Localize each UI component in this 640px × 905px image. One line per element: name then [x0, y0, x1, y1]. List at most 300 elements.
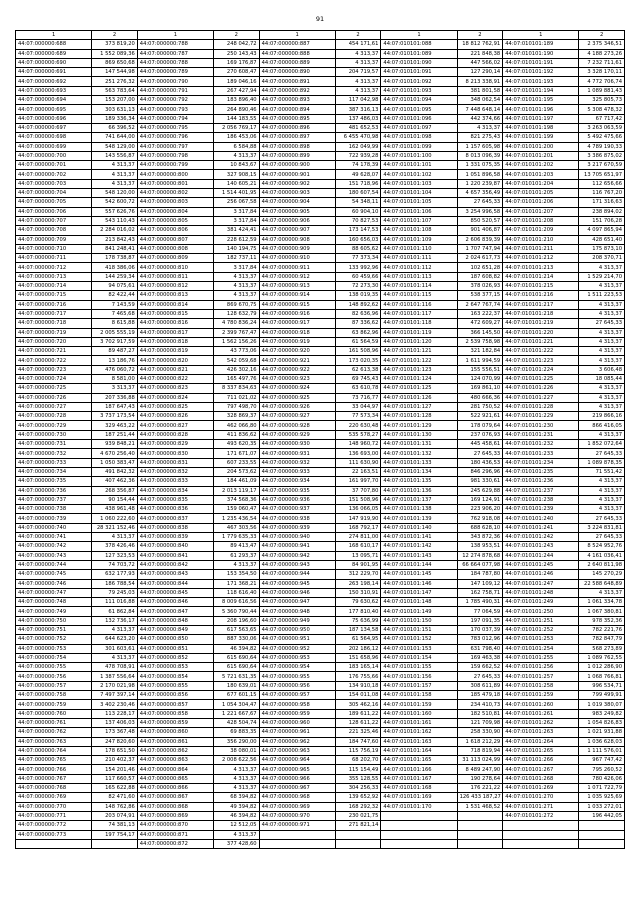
value-cell: 223 906,20 — [457, 505, 503, 514]
cadastral-number-cell: 44:07:000000:825 — [137, 402, 213, 411]
cadastral-number-cell: 44:07:000000:813 — [137, 291, 213, 300]
value-cell: 12 274 878,68 — [457, 551, 503, 560]
cadastral-number-cell: 44:07:010101:120 — [381, 337, 457, 346]
value-cell: 617 563,65 — [213, 626, 259, 635]
cadastral-number-cell: 44:07:010101:246 — [503, 570, 579, 579]
cadastral-number-cell: 44:07:000000:845 — [137, 588, 213, 597]
table-row — [16, 356, 625, 365]
cadastral-number-cell: 44:07:000000:971 — [259, 821, 335, 830]
cadastral-number-cell: 44:07:010101:249 — [503, 598, 579, 607]
value-cell: 43 773,06 — [213, 347, 259, 356]
value-cell: 148 892,62 — [335, 300, 381, 309]
value-cell: 173 020,35 — [335, 356, 381, 365]
cadastral-number-cell: 44:07:010101:254 — [503, 644, 579, 653]
cadastral-number-cell: 44:07:000000:934 — [259, 477, 335, 486]
value-cell: 615 690,64 — [213, 663, 259, 672]
cadastral-number-cell: 44:07:010101:170 — [381, 802, 457, 811]
cadastral-number-cell: 44:07:000000:692 — [16, 77, 92, 86]
cadastral-number-cell: 44:07:000000:806 — [137, 226, 213, 235]
value-cell: 1 061 334,78 — [579, 598, 625, 607]
cadastral-number-cell: 44:07:000000:927 — [259, 412, 335, 421]
cadastral-number-cell: 44:07:000000:702 — [16, 170, 92, 179]
cadastral-number-cell: 44:07:000000:897 — [259, 133, 335, 142]
value-cell: 147 109,12 — [457, 579, 503, 588]
value-cell: 184 461,09 — [213, 477, 259, 486]
value-cell: 77 064,59 — [457, 607, 503, 616]
cadastral-number-cell: 44:07:000000:761 — [16, 718, 92, 727]
value-cell: 161 997,70 — [335, 477, 381, 486]
value-cell: 169 176,87 — [213, 58, 259, 67]
cadastral-number-cell: 44:07:000000:904 — [259, 198, 335, 207]
cadastral-number-cell: 44:07:000000:717 — [16, 309, 92, 318]
value-cell: 102 651,28 — [457, 263, 503, 272]
table-row — [16, 440, 625, 449]
value-cell: 31 113 024,99 — [457, 756, 503, 765]
cadastral-number-cell: 44:07:000000:923 — [259, 374, 335, 383]
cadastral-number-cell: 44:07:000000:970 — [259, 811, 335, 820]
cadastral-number-cell: 44:07:010101:268 — [503, 774, 579, 783]
cadastral-number-cell: 44:07:000000:959 — [259, 709, 335, 718]
value-cell: 799 499,91 — [579, 691, 625, 700]
value-cell: 68 202,70 — [335, 756, 381, 765]
value-cell: 4 313,37 — [457, 123, 503, 132]
table-row — [16, 40, 625, 49]
value-cell: 3 317,84 — [213, 263, 259, 272]
table-row — [16, 551, 625, 560]
value-cell: 256 067,58 — [213, 198, 259, 207]
value-cell: 210 402,37 — [92, 756, 138, 765]
cadastral-number-cell: 44:07:010101:272 — [503, 811, 579, 820]
cadastral-number-cell: 44:07:000000:946 — [259, 588, 335, 597]
value-cell: 204 573,62 — [213, 467, 259, 476]
table-row — [16, 533, 625, 542]
cadastral-number-cell: 44:07:010101:127 — [381, 402, 457, 411]
value-cell: 442 374,66 — [457, 114, 503, 123]
value-cell — [335, 830, 381, 839]
cadastral-number-cell: 44:07:010101:226 — [503, 384, 579, 393]
value-cell: 202 186,12 — [335, 644, 381, 653]
cadastral-number-cell: 44:07:000000:856 — [137, 691, 213, 700]
value-cell: 4 313,37 — [213, 151, 259, 160]
cadastral-number-cell: 44:07:010101:220 — [503, 328, 579, 337]
value-cell: 1 068 766,81 — [579, 672, 625, 681]
table-row — [16, 347, 625, 356]
cadastral-number-cell: 44:07:000000:844 — [137, 579, 213, 588]
value-cell: 329 463,22 — [92, 421, 138, 430]
value-cell: 967 747,42 — [579, 756, 625, 765]
value-cell: 137 406,03 — [92, 718, 138, 727]
cadastral-number-cell: 44:07:000000:838 — [137, 523, 213, 532]
value-cell: 250 143,43 — [213, 49, 259, 58]
value-cell — [579, 821, 625, 830]
cadastral-number-cell: 44:07:010101:239 — [503, 505, 579, 514]
cadastral-number-cell: 44:07:010101:195 — [503, 96, 579, 105]
cadastral-number-cell: 44:07:010101:167 — [381, 774, 457, 783]
cadastral-number-cell: 44:07:000000:828 — [137, 430, 213, 439]
value-cell: 187 134,58 — [335, 626, 381, 635]
column-header-value: 2 — [579, 31, 625, 40]
cadastral-number-cell: 44:07:010101:165 — [381, 756, 457, 765]
cadastral-number-cell: 44:07:010101:215 — [503, 282, 579, 291]
cadastral-number-cell: 44:07:000000:754 — [16, 653, 92, 662]
value-cell: 850 520,57 — [457, 216, 503, 225]
cadastral-number-cell: 44:07:010101:154 — [381, 653, 457, 662]
value-cell: 207 336,88 — [92, 393, 138, 402]
value-cell: 374 568,36 — [213, 495, 259, 504]
value-cell: 66 396,52 — [92, 123, 138, 132]
value-cell: 180 436,53 — [457, 458, 503, 467]
cadastral-number-cell: 44:07:000000:949 — [259, 616, 335, 625]
cadastral-number-cell: 44:07:000000:912 — [259, 272, 335, 281]
table-row — [16, 802, 625, 811]
value-cell: 644 623,20 — [92, 635, 138, 644]
cadastral-number-cell: 44:07:010101:261 — [503, 709, 579, 718]
value-cell: 169 463,38 — [457, 653, 503, 662]
cadastral-number-cell: 44:07:000000:816 — [137, 319, 213, 328]
cadastral-number-cell: 44:07:010101:132 — [381, 449, 457, 458]
value-cell: 2 606 839,39 — [457, 235, 503, 244]
cadastral-number-cell: 44:07:000000:935 — [259, 486, 335, 495]
cadastral-number-cell: 44:07:000000:854 — [137, 672, 213, 681]
data-table — [15, 30, 625, 849]
cadastral-number-cell: 44:07:000000:720 — [16, 337, 92, 346]
cadastral-number-cell: 44:07:000000:729 — [16, 421, 92, 430]
cadastral-number-cell: 44:07:000000:900 — [259, 161, 335, 170]
cadastral-number-cell: 44:07:000000:913 — [259, 282, 335, 291]
value-cell: 407 462,36 — [92, 477, 138, 486]
cadastral-number-cell: 44:07:000000:751 — [16, 626, 92, 635]
column-header-number: 1 — [16, 31, 92, 40]
value-cell: 159 662,52 — [457, 663, 503, 672]
cadastral-number-cell: 44:07:000000:961 — [259, 728, 335, 737]
cadastral-number-cell: 44:07:000000:968 — [259, 793, 335, 802]
cadastral-number-cell: 44:07:000000:841 — [137, 551, 213, 560]
value-cell: 151 508,96 — [335, 495, 381, 504]
column-header-value: 2 — [213, 31, 259, 40]
value-cell: 6 455 470,98 — [335, 133, 381, 142]
cadastral-number-cell: 44:07:000000:801 — [137, 179, 213, 188]
cadastral-number-cell: 44:07:010101:144 — [381, 560, 457, 569]
value-cell: 4 313,37 — [579, 505, 625, 514]
value-cell: 343 872,36 — [457, 533, 503, 542]
cadastral-number-cell: 44:07:010101:202 — [503, 161, 579, 170]
table-row — [16, 830, 625, 839]
cadastral-number-cell: 44:07:000000:870 — [137, 821, 213, 830]
value-cell: 139 652,92 — [335, 793, 381, 802]
cadastral-number-cell: 44:07:010101:138 — [381, 505, 457, 514]
cadastral-number-cell: 44:07:000000:706 — [16, 207, 92, 216]
column-header-number: 1 — [381, 31, 457, 40]
table-row — [16, 179, 625, 188]
cadastral-number-cell: 44:07:000000:721 — [16, 347, 92, 356]
value-cell: 178 738,87 — [92, 254, 138, 263]
cadastral-number-cell: 44:07:010101:133 — [381, 458, 457, 467]
table-row — [16, 616, 625, 625]
cadastral-number-cell — [503, 839, 579, 848]
cadastral-number-cell: 44:07:010101:236 — [503, 477, 579, 486]
value-cell: 2 056 769,17 — [213, 123, 259, 132]
cadastral-number-cell: 44:07:000000:795 — [137, 123, 213, 132]
cadastral-number-cell: 44:07:010101:131 — [381, 440, 457, 449]
value-cell: 68 394,82 — [213, 793, 259, 802]
table-row — [16, 737, 625, 746]
value-cell: 1 036 628,03 — [579, 737, 625, 746]
value-cell: 13 705 651,97 — [579, 170, 625, 179]
cadastral-number-cell: 44:07:010101:147 — [381, 588, 457, 597]
value-cell: 127 290,14 — [457, 68, 503, 77]
value-cell: 197 091,35 — [457, 616, 503, 625]
cadastral-number-cell: 44:07:010101:245 — [503, 560, 579, 569]
table-row — [16, 421, 625, 430]
cadastral-number-cell: 44:07:010101:106 — [381, 207, 457, 216]
value-cell: 151 718,96 — [335, 179, 381, 188]
value-cell: 445 458,61 — [457, 440, 503, 449]
value-cell: 118 616,40 — [213, 588, 259, 597]
cadastral-number-cell: 44:07:010101:217 — [503, 300, 579, 309]
value-cell: 136 693,00 — [335, 449, 381, 458]
value-cell: 4 313,37 — [579, 263, 625, 272]
cadastral-number-cell: 44:07:000000:871 — [137, 830, 213, 839]
value-cell: 327 908,15 — [213, 170, 259, 179]
value-cell: 3 317,84 — [213, 216, 259, 225]
cadastral-number-cell: 44:07:000000:771 — [16, 811, 92, 820]
cadastral-number-cell: 44:07:000000:688 — [16, 40, 92, 49]
value-cell: 184 747,60 — [335, 737, 381, 746]
value-cell: 183 165,14 — [335, 663, 381, 672]
value-cell: 1 071 722,79 — [579, 784, 625, 793]
value-cell: 189 046,16 — [213, 77, 259, 86]
value-cell: 4 313,37 — [92, 161, 138, 170]
value-cell: 3 328 170,11 — [579, 68, 625, 77]
value-cell: 54 348,11 — [335, 198, 381, 207]
table-row — [16, 467, 625, 476]
cadastral-number-cell: 44:07:010101:263 — [503, 728, 579, 737]
cadastral-number-cell: 44:07:010101:089 — [381, 49, 457, 58]
value-cell: 238 894,02 — [579, 207, 625, 216]
value-cell: 63 610,78 — [335, 384, 381, 393]
cadastral-number-cell: 44:07:000000:888 — [259, 49, 335, 58]
value-cell — [335, 839, 381, 848]
cadastral-number-cell: 44:07:000000:691 — [16, 68, 92, 77]
value-cell: 4 313,37 — [579, 393, 625, 402]
table-row — [16, 793, 625, 802]
cadastral-number-cell: 44:07:000000:902 — [259, 179, 335, 188]
cadastral-number-cell: 44:07:000000:711 — [16, 254, 92, 263]
value-cell: 4 313,37 — [92, 626, 138, 635]
cadastral-number-cell: 44:07:000000:926 — [259, 402, 335, 411]
cadastral-number-cell: 44:07:000000:790 — [137, 77, 213, 86]
cadastral-number-cell: 44:07:000000:846 — [137, 598, 213, 607]
cadastral-number-cell: 44:07:000000:963 — [259, 746, 335, 755]
value-cell: 478 708,91 — [92, 663, 138, 672]
cadastral-number-cell: 44:07:010101:255 — [503, 653, 579, 662]
value-cell: 542 059,68 — [213, 356, 259, 365]
value-cell: 185 479,18 — [457, 691, 503, 700]
cadastral-number-cell: 44:07:000000:727 — [16, 402, 92, 411]
value-cell: 168 610,17 — [335, 542, 381, 551]
cadastral-number-cell: 44:07:000000:752 — [16, 635, 92, 644]
value-cell: 22 588 648,89 — [579, 579, 625, 588]
value-cell: 7 143,59 — [92, 300, 138, 309]
cadastral-number-cell: 44:07:010101:137 — [381, 495, 457, 504]
value-cell: 143 556,87 — [92, 151, 138, 160]
cadastral-number-cell: 44:07:000000:766 — [16, 765, 92, 774]
cadastral-number-cell: 44:07:000000:759 — [16, 700, 92, 709]
value-cell: 150 310,91 — [335, 588, 381, 597]
value-cell: 62 613,38 — [335, 365, 381, 374]
value-cell: 481 652,53 — [335, 123, 381, 132]
value-cell: 2 013 119,17 — [213, 486, 259, 495]
value-cell: 148 762,86 — [92, 802, 138, 811]
table-row — [16, 58, 625, 67]
cadastral-number-cell: 44:07:010101:152 — [381, 635, 457, 644]
cadastral-number-cell: 44:07:000000:689 — [16, 49, 92, 58]
cadastral-number-cell: 44:07:010101:221 — [503, 337, 579, 346]
value-cell: 117 660,57 — [92, 774, 138, 783]
cadastral-number-cell: 44:07:000000:800 — [137, 170, 213, 179]
cadastral-number-cell: 44:07:010101:092 — [381, 77, 457, 86]
value-cell: 247 820,60 — [92, 737, 138, 746]
cadastral-number-cell: 44:07:000000:850 — [137, 635, 213, 644]
table-row — [16, 588, 625, 597]
cadastral-number-cell: 44:07:010101:212 — [503, 254, 579, 263]
value-cell: 1 785 490,31 — [457, 598, 503, 607]
value-cell: 116 767,20 — [579, 189, 625, 198]
value-cell: 74 703,72 — [92, 560, 138, 569]
cadastral-number-cell: 44:07:000000:936 — [259, 495, 335, 504]
value-cell: 18 812 762,91 — [457, 40, 503, 49]
value-cell: 304 256,33 — [335, 784, 381, 793]
value-cell: 234 410,73 — [457, 700, 503, 709]
value-cell: 426 302,16 — [213, 365, 259, 374]
cadastral-number-cell: 44:07:010101:109 — [381, 235, 457, 244]
value-cell: 467 303,56 — [213, 523, 259, 532]
cadastral-number-cell: 44:07:000000:698 — [16, 133, 92, 142]
cadastral-number-cell: 44:07:000000:851 — [137, 644, 213, 653]
cadastral-number-cell: 44:07:010101:242 — [503, 533, 579, 542]
value-cell: 2 008 622,56 — [213, 756, 259, 765]
cadastral-number-cell: 44:07:000000:772 — [16, 821, 92, 830]
value-cell: 186 788,54 — [92, 579, 138, 588]
cadastral-number-cell: 44:07:000000:748 — [16, 598, 92, 607]
table-row — [16, 328, 625, 337]
table-row — [16, 235, 625, 244]
value-cell: 8 615,88 — [92, 319, 138, 328]
value-cell: 74 381,13 — [92, 821, 138, 830]
value-cell: 1 514 401,95 — [213, 189, 259, 198]
value-cell: 221 325,46 — [335, 728, 381, 737]
value-cell: 187 608,82 — [457, 272, 503, 281]
cadastral-number-cell: 44:07:010101:253 — [503, 635, 579, 644]
value-cell: 46 394,82 — [213, 644, 259, 653]
value-cell: 4 313,37 — [335, 77, 381, 86]
value-cell: 178 079,64 — [457, 421, 503, 430]
cadastral-number-cell: 44:07:010101:097 — [381, 123, 457, 132]
cadastral-number-cell: 44:07:000000:722 — [16, 356, 92, 365]
value-cell: 305 462,16 — [335, 700, 381, 709]
value-cell: 60 904,10 — [335, 207, 381, 216]
value-cell: 168 292,32 — [335, 802, 381, 811]
table-row — [16, 207, 625, 216]
value-cell: 688 628,10 — [457, 523, 503, 532]
cadastral-number-cell: 44:07:000000:701 — [16, 161, 92, 170]
value-cell: 795 260,52 — [579, 765, 625, 774]
cadastral-number-cell: 44:07:010101:101 — [381, 161, 457, 170]
value-cell: 1 060 222,60 — [92, 514, 138, 523]
cadastral-number-cell: 44:07:010101:160 — [381, 709, 457, 718]
cadastral-number-cell: 44:07:000000:907 — [259, 226, 335, 235]
value-cell: 1 531 468,52 — [457, 802, 503, 811]
cadastral-number-cell: 44:07:000000:965 — [259, 765, 335, 774]
cadastral-number-cell: 44:07:000000:864 — [137, 765, 213, 774]
cadastral-number-cell: 44:07:010101:096 — [381, 114, 457, 123]
cadastral-number-cell: 44:07:010101:140 — [381, 523, 457, 532]
value-cell: 154 011,08 — [335, 691, 381, 700]
value-cell: 1 033 272,01 — [579, 802, 625, 811]
value-cell: 607 233,55 — [213, 458, 259, 467]
value-cell: 1 235 436,54 — [213, 514, 259, 523]
value-cell: 160 656,03 — [335, 235, 381, 244]
cadastral-number-cell: 44:07:010101:233 — [503, 449, 579, 458]
table-row — [16, 774, 625, 783]
cadastral-number-cell: 44:07:010101:193 — [503, 77, 579, 86]
cadastral-number-cell: 44:07:010101:258 — [503, 681, 579, 690]
value-cell: 1 067 380,81 — [579, 607, 625, 616]
cadastral-number-cell: 44:07:010101:201 — [503, 151, 579, 160]
value-cell: 88 605,62 — [335, 244, 381, 253]
cadastral-number-cell: 44:07:010101:232 — [503, 440, 579, 449]
value-cell: 159 060,47 — [213, 505, 259, 514]
cadastral-number-cell: 44:07:000000:865 — [137, 774, 213, 783]
value-cell: 4 313,37 — [92, 653, 138, 662]
value-cell: 132 736,17 — [92, 616, 138, 625]
value-cell: 1 552 089,36 — [92, 49, 138, 58]
value-cell: 75 636,99 — [335, 616, 381, 625]
value-cell: 61 564,95 — [335, 635, 381, 644]
cadastral-number-cell: 44:07:000000:743 — [16, 551, 92, 560]
value-cell: 981 330,61 — [457, 477, 503, 486]
value-cell: 220 630,48 — [335, 421, 381, 430]
cadastral-number-cell: 44:07:010101:270 — [503, 793, 579, 802]
value-cell: 3 737 173,54 — [92, 412, 138, 421]
cadastral-number-cell: 44:07:000000:788 — [137, 40, 213, 49]
value-cell: 996 534,71 — [579, 681, 625, 690]
value-cell: 378 026,93 — [457, 282, 503, 291]
cadastral-number-cell: 44:07:000000:837 — [137, 514, 213, 523]
table-row — [16, 68, 625, 77]
cadastral-number-cell: 44:07:000000:736 — [16, 486, 92, 495]
cadastral-number-cell: 44:07:010101:155 — [381, 663, 457, 672]
cadastral-number-cell: 44:07:000000:704 — [16, 189, 92, 198]
table-row — [16, 384, 625, 393]
value-cell: 77 573,34 — [335, 412, 381, 421]
value-cell: 203 074,91 — [92, 811, 138, 820]
value-cell: 1 611 994,59 — [457, 356, 503, 365]
value-cell: 522 921,61 — [457, 412, 503, 421]
cadastral-number-cell: 44:07:000000:867 — [137, 793, 213, 802]
cadastral-number-cell: 44:07:010101:148 — [381, 598, 457, 607]
value-cell: 780 426,06 — [579, 774, 625, 783]
cadastral-number-cell: 44:07:000000:942 — [259, 551, 335, 560]
cadastral-number-cell: 44:07:000000:753 — [16, 644, 92, 653]
value-cell: 1 852 072,64 — [579, 440, 625, 449]
value-cell: 4 313,37 — [579, 384, 625, 393]
cadastral-number-cell: 44:07:010101:191 — [503, 58, 579, 67]
value-cell: 1 529 214,70 — [579, 272, 625, 281]
table-row — [16, 672, 625, 681]
table-row — [16, 784, 625, 793]
value-cell: 782 847,79 — [579, 635, 625, 644]
